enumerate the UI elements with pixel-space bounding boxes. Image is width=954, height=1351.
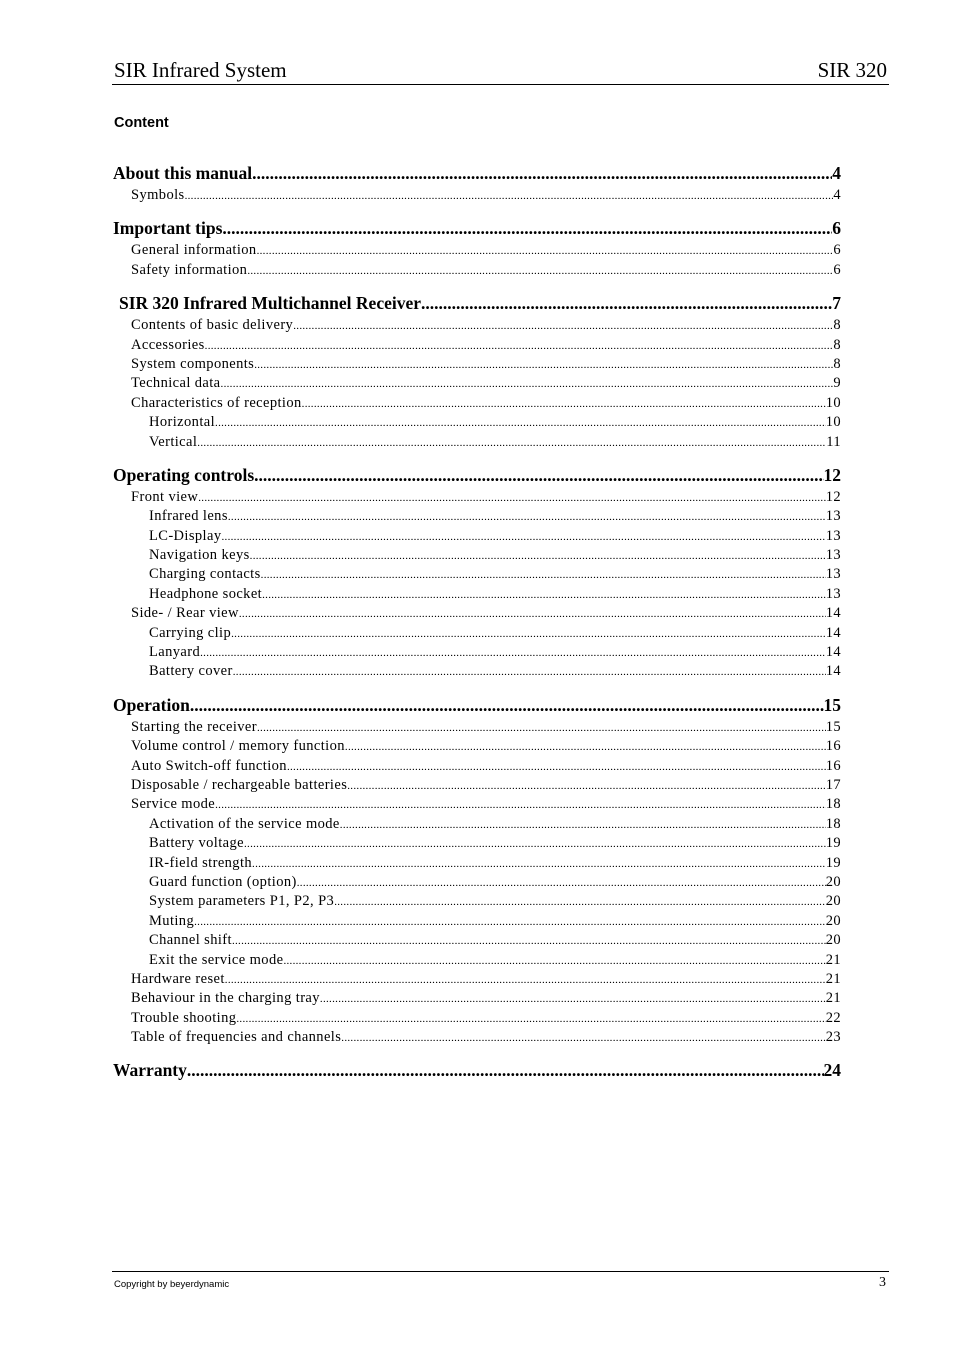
toc-entry-level-3[interactable] xyxy=(113,834,841,853)
toc-dot-leader xyxy=(190,692,824,718)
toc-entry-level-1[interactable] xyxy=(113,215,841,241)
toc-dot-leader xyxy=(198,488,825,508)
toc-entry-level-3[interactable] xyxy=(113,815,841,834)
toc-entry-title: Table of frequencies and channels xyxy=(131,1029,342,1046)
toc-entry-title: Infrared lens xyxy=(149,508,228,525)
toc-dot-leader xyxy=(334,892,825,912)
toc-entry-title: General information xyxy=(131,242,257,259)
toc-dot-leader xyxy=(320,989,826,1009)
toc-entry-title: System components xyxy=(131,355,255,372)
toc-entry-level-2[interactable] xyxy=(113,776,841,795)
toc-dot-leader xyxy=(257,718,826,738)
toc-dot-leader xyxy=(347,776,825,796)
toc-dot-leader xyxy=(254,462,823,488)
toc-dot-leader xyxy=(215,795,826,815)
toc-dot-leader xyxy=(254,355,833,375)
toc-entry-page: 21 xyxy=(825,951,841,968)
toc-entry-page: 20 xyxy=(825,873,841,890)
toc-entry-level-3[interactable] xyxy=(113,643,841,662)
toc-entry-title: Lanyard xyxy=(149,644,201,661)
toc-entry-level-1[interactable] xyxy=(113,290,841,316)
toc-entry-page: 18 xyxy=(825,796,841,813)
page-header xyxy=(112,56,889,85)
toc-entry-title: Important tips xyxy=(113,218,223,239)
toc-dot-leader xyxy=(247,261,833,281)
toc-entry-title: Symbols xyxy=(131,187,185,203)
toc-dot-leader xyxy=(197,433,826,453)
toc-entry-title: Technical data xyxy=(131,375,221,392)
toc-dot-leader xyxy=(194,912,826,932)
toc-entry-title: Warranty xyxy=(113,1060,187,1081)
toc-dot-leader xyxy=(221,374,834,394)
toc-dot-leader xyxy=(345,737,826,757)
toc-dot-leader xyxy=(302,394,826,414)
toc-entry-title: Exit the service mode xyxy=(149,951,284,968)
toc-entry-page: 20 xyxy=(825,912,841,929)
toc-entry-page: 18 xyxy=(825,815,841,832)
toc-spacer xyxy=(113,452,841,460)
toc-dot-leader xyxy=(232,931,826,951)
toc-dot-leader xyxy=(205,336,834,356)
toc-entry-level-3[interactable] xyxy=(113,507,841,526)
toc-entry-level-2[interactable] xyxy=(113,718,841,737)
toc-entry-page: 19 xyxy=(825,854,841,871)
toc-entry-page: 13 xyxy=(825,547,841,564)
toc-entry-level-2[interactable] xyxy=(113,989,841,1008)
toc-entry-page: 6 xyxy=(832,218,841,239)
toc-entry-title: Starting the receiver xyxy=(131,718,257,735)
toc-entry-page: 7 xyxy=(832,293,841,314)
toc-entry-page: 11 xyxy=(826,433,841,450)
toc-entry-title: Auto Switch-off function xyxy=(131,757,287,774)
toc-entry-title: Battery cover xyxy=(149,663,233,680)
toc-entry-title: Carrying clip xyxy=(149,624,232,641)
toc-entry-page: 4 xyxy=(832,163,841,183)
toc-entry-level-3[interactable] xyxy=(113,854,841,873)
toc-entry-page: 10 xyxy=(825,414,841,431)
toc-dot-leader xyxy=(228,507,826,527)
toc-entry-level-2[interactable] xyxy=(113,336,841,355)
toc-dot-leader xyxy=(261,565,826,585)
toc-entry-title: Behaviour in the charging tray xyxy=(131,990,320,1007)
table-of-contents xyxy=(113,158,841,1083)
toc-spacer xyxy=(113,205,841,213)
toc-entry-level-3[interactable] xyxy=(113,873,841,892)
toc-entry-title: Operation xyxy=(113,694,190,715)
toc-entry-page: 23 xyxy=(825,1029,841,1046)
toc-entry-level-2[interactable] xyxy=(113,241,841,260)
toc-entry-level-3[interactable] xyxy=(113,413,841,432)
toc-entry-page: 14 xyxy=(825,605,841,622)
toc-entry-page: 15 xyxy=(823,694,841,715)
toc-dot-leader xyxy=(187,1057,824,1083)
toc-entry-level-3[interactable] xyxy=(113,624,841,643)
toc-entry-title: Muting xyxy=(149,912,195,929)
toc-entry-level-2[interactable] xyxy=(113,757,841,776)
toc-entry-page: 13 xyxy=(825,585,841,602)
toc-entry-page: 6 xyxy=(833,261,841,278)
toc-entry-title: Navigation keys xyxy=(149,547,250,564)
toc-entry-page: 9 xyxy=(833,375,841,392)
toc-entry-level-1[interactable] xyxy=(113,1057,841,1083)
header-model: SIR 320 xyxy=(817,58,887,82)
toc-entry-level-3[interactable] xyxy=(113,433,841,452)
toc-dot-leader xyxy=(283,951,825,971)
toc-entry-page: 12 xyxy=(825,488,841,505)
toc-entry-level-3[interactable] xyxy=(113,527,841,546)
toc-dot-leader xyxy=(244,834,826,854)
toc-entry-level-2[interactable] xyxy=(113,394,841,413)
toc-entry-title: About this manual xyxy=(113,163,253,183)
toc-entry-title: Channel shift xyxy=(149,932,232,949)
toc-entry-title: Volume control / memory function xyxy=(131,738,345,755)
toc-spacer xyxy=(113,280,841,288)
toc-dot-leader xyxy=(257,241,834,261)
toc-entry-page: 21 xyxy=(825,990,841,1007)
toc-entry-level-1[interactable] xyxy=(113,160,841,186)
toc-entry-page: 20 xyxy=(825,932,841,949)
toc-entry-page: 8 xyxy=(833,317,841,334)
toc-entry-level-3[interactable] xyxy=(113,565,841,584)
toc-dot-leader xyxy=(233,662,826,682)
toc-entry-page: 12 xyxy=(823,464,841,485)
toc-dot-leader xyxy=(239,604,826,624)
toc-dot-leader xyxy=(236,1009,825,1029)
toc-entry-title: Hardware reset xyxy=(131,970,225,987)
toc-entry-page: 8 xyxy=(833,336,841,353)
toc-entry-page: 14 xyxy=(825,663,841,680)
toc-dot-leader xyxy=(222,215,832,241)
toc-spacer xyxy=(113,1047,841,1055)
toc-dot-leader xyxy=(287,757,826,777)
toc-spacer xyxy=(113,682,841,690)
toc-entry-level-2[interactable] xyxy=(113,355,841,374)
toc-entry-level-2[interactable] xyxy=(113,374,841,393)
toc-entry-title: Accessories xyxy=(131,336,205,353)
toc-entry-level-2[interactable] xyxy=(113,488,841,507)
toc-entry-page: 13 xyxy=(825,508,841,525)
toc-entry-title: Disposable / rechargeable batteries xyxy=(131,776,348,793)
toc-entry-title: Safety information xyxy=(131,261,248,278)
toc-dot-leader xyxy=(185,186,834,206)
toc-entry-page: 14 xyxy=(825,644,841,661)
toc-entry-level-2[interactable] xyxy=(113,604,841,623)
toc-entry-title: Trouble shooting xyxy=(131,1009,237,1026)
toc-entry-level-2[interactable] xyxy=(113,795,841,814)
toc-entry-level-3[interactable] xyxy=(113,892,841,911)
toc-entry-level-1[interactable] xyxy=(113,692,841,718)
toc-entry-page: 19 xyxy=(825,835,841,852)
toc-entry-page: 20 xyxy=(825,893,841,910)
toc-entry-title: Headphone socket xyxy=(149,585,263,602)
toc-entry-title: Service mode xyxy=(131,796,216,813)
toc-dot-leader xyxy=(340,815,826,835)
toc-entry-title: Contents of basic delivery xyxy=(131,317,294,334)
toc-dot-leader xyxy=(221,527,825,547)
toc-entry-page: 13 xyxy=(825,527,841,544)
toc-entry-level-3[interactable] xyxy=(113,951,841,970)
toc-entry-page: 16 xyxy=(825,738,841,755)
toc-entry-level-3[interactable] xyxy=(113,662,841,681)
toc-entry-page: 6 xyxy=(833,242,841,259)
header-title: SIR Infrared System xyxy=(114,58,287,82)
toc-entry-level-2[interactable] xyxy=(113,1009,841,1028)
toc-entry-title: System parameters P1, P2, P3 xyxy=(149,893,335,910)
toc-entry-title: Horizontal xyxy=(149,414,216,431)
toc-entry-title: Charging contacts xyxy=(149,566,261,583)
toc-dot-leader xyxy=(297,873,826,893)
toc-entry-page: 21 xyxy=(825,970,841,987)
toc-entry-title: SIR 320 Infrared Multichannel Receiver xyxy=(119,293,422,314)
toc-entry-level-3[interactable] xyxy=(113,546,841,565)
toc-entry-page: 10 xyxy=(825,394,841,411)
toc-entry-page: 15 xyxy=(825,718,841,735)
toc-entry-level-3[interactable] xyxy=(113,931,841,950)
toc-entry-title: Operating controls xyxy=(113,464,255,485)
toc-dot-leader xyxy=(262,585,826,605)
toc-entry-level-2[interactable] xyxy=(113,316,841,335)
toc-entry-title: Activation of the service mode xyxy=(149,815,340,832)
toc-entry-page: 4 xyxy=(833,187,841,203)
toc-entry-level-1[interactable] xyxy=(113,462,841,488)
footer-rule xyxy=(112,1271,889,1272)
toc-entry-title: Side- / Rear view xyxy=(131,605,239,622)
toc-entry-level-2[interactable] xyxy=(113,970,841,989)
toc-entry-page: 16 xyxy=(825,757,841,774)
toc-entry-title: Guard function (option) xyxy=(149,873,297,890)
toc-entry-title: IR-field strength xyxy=(149,854,253,871)
footer-page-number: 3 xyxy=(879,1275,886,1290)
toc-dot-leader xyxy=(252,160,832,186)
footer-copyright: Copyright by beyerdynamic xyxy=(114,1279,230,1290)
toc-dot-leader xyxy=(225,970,826,990)
toc-entry-level-2[interactable] xyxy=(113,186,841,205)
toc-dot-leader xyxy=(341,1028,825,1048)
toc-entry-title: Front view xyxy=(131,488,199,505)
toc-entry-page: 8 xyxy=(833,355,841,372)
toc-dot-leader xyxy=(293,316,833,336)
toc-dot-leader xyxy=(215,413,826,433)
content-heading: Content xyxy=(114,115,169,131)
toc-entry-level-3[interactable] xyxy=(113,912,841,931)
toc-entry-page: 22 xyxy=(825,1009,841,1026)
toc-entry-title: Battery voltage xyxy=(149,835,244,852)
toc-entry-page: 13 xyxy=(825,566,841,583)
toc-entry-page: 14 xyxy=(825,624,841,641)
toc-entry-title: Characteristics of reception xyxy=(131,394,302,411)
toc-entry-page: 24 xyxy=(823,1060,841,1081)
toc-entry-level-2[interactable] xyxy=(113,737,841,756)
toc-entry-level-2[interactable] xyxy=(113,261,841,280)
toc-entry-title: LC-Display xyxy=(149,527,222,544)
toc-entry-title: Vertical xyxy=(149,433,198,450)
toc-dot-leader xyxy=(231,624,826,644)
toc-dot-leader xyxy=(421,290,832,316)
toc-entry-page: 17 xyxy=(825,776,841,793)
toc-dot-leader xyxy=(252,854,826,874)
toc-dot-leader xyxy=(200,643,826,663)
toc-dot-leader xyxy=(250,546,826,566)
toc-entry-level-2[interactable] xyxy=(113,1028,841,1047)
toc-entry-level-3[interactable] xyxy=(113,585,841,604)
